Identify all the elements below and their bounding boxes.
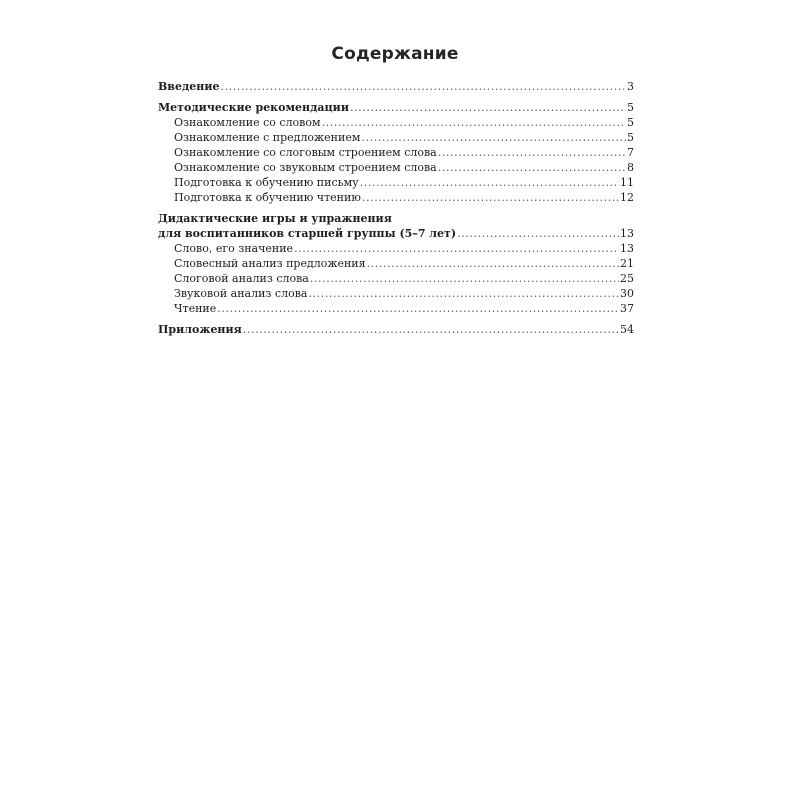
- toc-entry-label: Чтение: [174, 302, 217, 315]
- toc-entry-page: 13: [620, 242, 634, 255]
- toc-entry-page: 3: [627, 80, 634, 93]
- toc-entry-label: Подготовка к обучению письму: [174, 176, 359, 189]
- toc-entry-label: Ознакомление с предложением: [174, 131, 361, 144]
- toc-entry-page: 11: [620, 176, 634, 189]
- toc-section-methodical: [158, 100, 634, 205]
- dot-leader: [310, 271, 619, 286]
- toc-subentry: [158, 271, 634, 286]
- dot-leader: [438, 160, 626, 175]
- toc-subentry: [158, 115, 634, 130]
- toc-entry: [158, 100, 634, 115]
- dot-leader: [294, 241, 619, 256]
- toc-entry-page: 37: [620, 302, 634, 315]
- toc-subentry: [158, 301, 634, 316]
- toc-subentry: [158, 175, 634, 190]
- toc-entry: [158, 79, 634, 94]
- toc-subentry: [158, 190, 634, 205]
- toc-entry-label-line1: Дидактические игры и упражнения: [158, 212, 392, 225]
- toc-entry-page: 5: [627, 116, 634, 129]
- toc-entry-label: Слоговой анализ слова: [174, 272, 309, 285]
- toc-entry-label: Ознакомление со словом: [174, 116, 321, 129]
- toc-subentry: [158, 160, 634, 175]
- dot-leader: [308, 286, 619, 301]
- toc-entry-page: 21: [620, 257, 634, 270]
- dot-leader: [243, 322, 619, 337]
- page-title: Содержание: [331, 44, 459, 64]
- toc-entry-page: 54: [620, 323, 634, 336]
- toc-entry-label: Подготовка к обучению чтению: [174, 191, 361, 204]
- toc-section-games: [158, 211, 634, 316]
- toc-entry-label: Ознакомление со слоговым строением слова: [174, 146, 437, 159]
- toc-section-appendix: [158, 322, 634, 337]
- toc-entry-page: 13: [620, 227, 634, 240]
- toc-entry-label: Методические рекомендации: [158, 101, 349, 114]
- toc-entry-label: Ознакомление со звуковым строением слова: [174, 161, 437, 174]
- toc-entry-label: Слово, его значение: [174, 242, 294, 255]
- toc-entry-page: 30: [620, 287, 634, 300]
- toc-entry-page: 8: [627, 161, 634, 174]
- toc-entry: [158, 322, 634, 337]
- toc-entry-page: 5: [627, 131, 634, 144]
- dot-leader: [457, 226, 619, 241]
- dot-leader: [220, 79, 626, 94]
- table-of-contents: [158, 79, 634, 343]
- toc-entry-page: 5: [627, 101, 634, 114]
- dot-leader: [217, 301, 619, 316]
- toc-entry-page: 25: [620, 272, 634, 285]
- dot-leader: [438, 145, 626, 160]
- toc-entry-label-line2: для воспитанников старшей группы (5–7 лет): [158, 227, 457, 240]
- toc-subentry: [158, 256, 634, 271]
- dot-leader: [322, 115, 626, 130]
- toc-subentry: [158, 286, 634, 301]
- toc-subentry: [158, 241, 634, 256]
- toc-entry-page: 12: [620, 191, 634, 204]
- toc-subentry: [158, 145, 634, 160]
- toc-subentry: [158, 130, 634, 145]
- toc-entry-page: 7: [627, 146, 634, 159]
- toc-entry-label: Введение: [158, 80, 220, 93]
- toc-entry: [158, 226, 634, 241]
- dot-leader: [360, 175, 619, 190]
- toc-entry-label: Звуковой анализ слова: [174, 287, 308, 300]
- toc-section-intro: [158, 79, 634, 94]
- dot-leader: [367, 256, 619, 271]
- dot-leader: [362, 190, 619, 205]
- dot-leader: [350, 100, 626, 115]
- toc-entry-label: Словесный анализ предложения: [174, 257, 366, 270]
- dot-leader: [361, 130, 626, 145]
- toc-entry-label: Приложения: [158, 323, 242, 336]
